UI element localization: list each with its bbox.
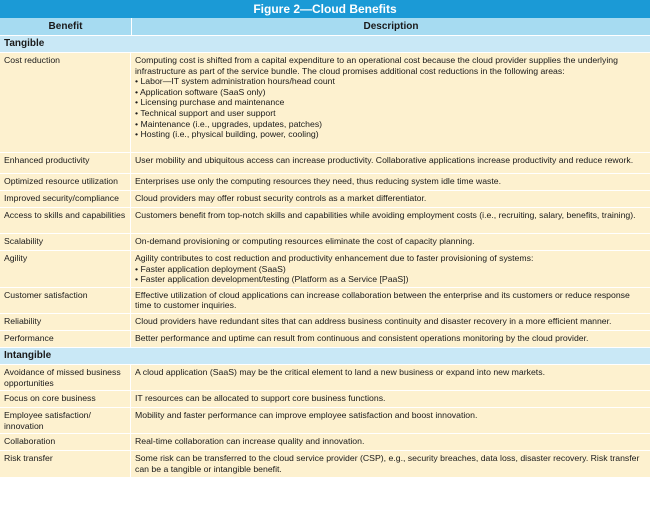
description-text: IT resources can be allocated to support core business functions.: [135, 393, 386, 404]
table-header: [0, 18, 650, 36]
description-cell: [131, 365, 650, 390]
description-text: Effective utilization of cloud applications can increase collaboration between the enterprise and its customers or reduce response time to customer inquiries.: [135, 289, 630, 311]
benefit-cell: Focus on core business: [0, 391, 131, 407]
benefit-cell: Avoidance of missed business opportunities: [0, 365, 131, 390]
header-benefit: Benefit: [0, 18, 132, 35]
section-intangible: Intangible: [0, 348, 650, 365]
description-text: On-demand provisioning or computing resources eliminate the cost of capacity planning.: [135, 236, 475, 246]
bullet-list: [135, 76, 646, 140]
benefit-cell: Optimized resource utilization: [0, 174, 131, 190]
description-cell: [131, 234, 650, 250]
table-row: [0, 251, 650, 288]
description-cell: [131, 408, 650, 433]
description-text: Cloud providers may offer robust security controls as a market differentiator.: [135, 193, 427, 203]
bullet-item: • Technical support and user support: [135, 108, 646, 119]
benefit-cell: Employee satisfaction/ innovation: [0, 408, 131, 433]
description-text: Cloud providers have redundant sites that can address business continuity and disaster recovery in a more efficient manner.: [135, 315, 612, 326]
benefit-cell: Performance: [0, 331, 131, 347]
benefit-cell: Cost reduction: [0, 53, 131, 152]
bullet-item: • Labor—IT system administration hours/head count: [135, 76, 646, 87]
description-cell: [131, 208, 650, 233]
description-text: Better performance and uptime can result from continuous and consistent operations monitoring by the cloud provider.: [135, 332, 589, 343]
description-cell: [131, 174, 650, 190]
table-row: [0, 365, 650, 391]
description-text: Mobility and faster performance can improve employee satisfaction and boost innovation.: [135, 410, 478, 421]
description-cell: [131, 451, 650, 476]
benefit-cell: Scalability: [0, 234, 131, 250]
benefit-cell: Improved security/compliance: [0, 191, 131, 207]
table-row: [0, 408, 650, 434]
description-text: Computing cost is shifted from a capital expenditure to an operational cost because the cloud provider supplies the underlying infrastructure as part of the service bundle. The cloud promises additional cost reductions in the following areas:: [135, 55, 618, 76]
table-row: [0, 153, 650, 174]
description-text: A cloud application (SaaS) may be the critical element to land a new business or expand into new markets.: [135, 366, 545, 377]
description-cell: [131, 331, 650, 347]
description-text: Some risk can be transferred to the cloud service provider (CSP), e.g., security breaches, data loss, disaster recovery. Risk transfer can be a tangible or intangible benefit.: [135, 453, 640, 474]
header-description: Description: [363, 21, 419, 32]
table-row: [0, 331, 650, 348]
benefit-cell: Collaboration: [0, 434, 131, 450]
benefit-cell: Risk transfer: [0, 451, 131, 476]
description-cell: [131, 391, 650, 407]
description-cell: [131, 314, 650, 330]
bullet-item: • Faster application development/testing (Platform as a Service [PaaS]): [135, 274, 646, 285]
description-text: User mobility and ubiquitous access can increase productivity. Collaborative applications increase productivity and reduce rework.: [135, 155, 634, 165]
description-cell: [131, 288, 650, 313]
description-cell: [131, 251, 650, 287]
table-row: [0, 391, 650, 408]
benefit-cell: Enhanced productivity: [0, 153, 131, 173]
benefit-cell: Agility: [0, 251, 131, 287]
description-text: Enterprises use only the computing resources they need, thus reducing system idle time waste.: [135, 176, 502, 186]
table-row: [0, 174, 650, 191]
benefit-cell: Reliability: [0, 314, 131, 330]
description-text: Customers benefit from top-notch skills and capabilities while avoiding employment costs (i.e., recruiting, salary, benefits, training).: [135, 210, 636, 220]
description-cell: [131, 153, 650, 173]
table-title: Figure 2—Cloud Benefits: [0, 0, 650, 18]
benefit-cell: Customer satisfaction: [0, 288, 131, 313]
description-cell: [131, 191, 650, 207]
table-body: [0, 36, 650, 478]
bullet-item: • Faster application deployment (SaaS): [135, 264, 646, 275]
description-cell: [131, 434, 650, 450]
table-row: [0, 234, 650, 251]
table-row: [0, 451, 650, 477]
description-cell: [131, 53, 650, 152]
table-row: [0, 208, 650, 234]
bullet-item: • Application software (SaaS only): [135, 87, 646, 98]
bullet-list: [135, 264, 646, 285]
table-row: [0, 314, 650, 331]
table-row: [0, 191, 650, 208]
bullet-item: • Maintenance (i.e., upgrades, updates, patches): [135, 119, 646, 130]
benefit-cell: Access to skills and capabilities: [0, 208, 131, 233]
table-row: [0, 53, 650, 153]
table-row: [0, 434, 650, 451]
description-text: Agility contributes to cost reduction and productivity enhancement due to faster provisioning of systems:: [135, 253, 534, 263]
section-tangible: Tangible: [0, 36, 650, 53]
bullet-item: • Licensing purchase and maintenance: [135, 97, 646, 108]
bullet-item: • Hosting (i.e., physical building, power, cooling): [135, 129, 646, 140]
description-text: Real-time collaboration can increase quality and innovation.: [135, 436, 365, 447]
table-row: [0, 288, 650, 314]
